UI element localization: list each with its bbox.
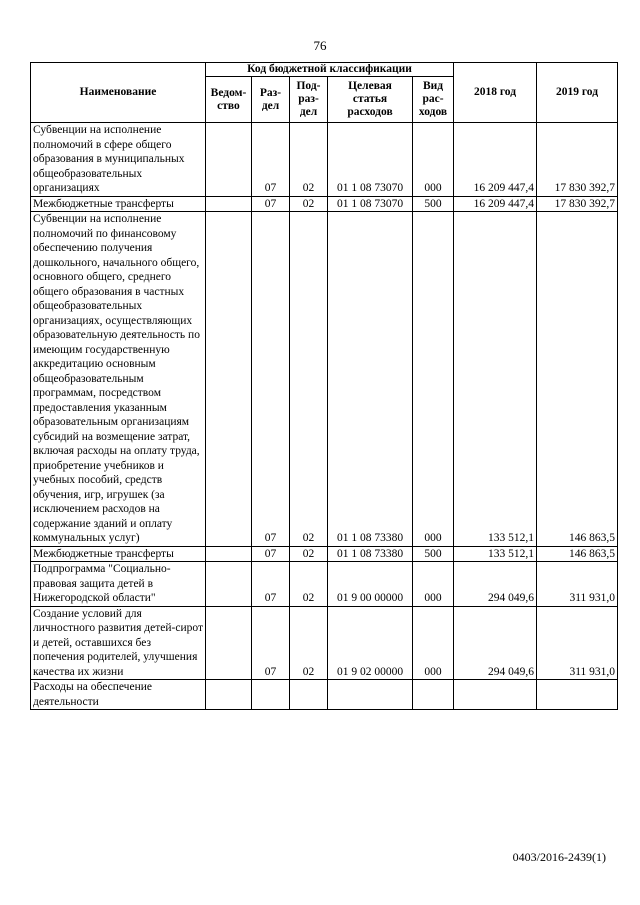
cell-name: Субвенции на исполнение полномочий в сфере общего образования в муниципальных общеобразовательных организациях xyxy=(31,123,206,197)
header-csr: Целевая статья расходов xyxy=(328,77,413,123)
cell-podrazdel xyxy=(290,680,328,710)
header-razdel: Раз-дел xyxy=(252,77,290,123)
cell-ved xyxy=(206,212,252,547)
cell-vr: 500 xyxy=(413,546,454,562)
cell-vr xyxy=(413,680,454,710)
cell-y2018: 294 049,6 xyxy=(454,606,537,680)
cell-csr: 01 9 00 00000 xyxy=(328,562,413,607)
cell-y2018: 294 049,6 xyxy=(454,562,537,607)
cell-ved xyxy=(206,123,252,197)
cell-y2019: 146 863,5 xyxy=(537,546,618,562)
cell-name: Межбюджетные трансферты xyxy=(31,196,206,212)
cell-y2019: 311 931,0 xyxy=(537,606,618,680)
cell-y2018: 16 209 447,4 xyxy=(454,123,537,197)
cell-vr: 000 xyxy=(413,212,454,547)
cell-ved xyxy=(206,196,252,212)
page-number: 76 xyxy=(313,38,327,53)
cell-ved xyxy=(206,606,252,680)
cell-ved xyxy=(206,680,252,710)
header-row-top xyxy=(31,63,618,77)
header-name: Наименование xyxy=(31,63,206,123)
cell-y2019: 146 863,5 xyxy=(537,212,618,547)
table-row xyxy=(31,212,618,547)
cell-vr: 500 xyxy=(413,196,454,212)
cell-podrazdel: 02 xyxy=(290,546,328,562)
cell-razdel: 07 xyxy=(252,606,290,680)
cell-razdel xyxy=(252,680,290,710)
header-2018: 2018 год xyxy=(454,63,537,123)
table-row xyxy=(31,123,618,197)
cell-razdel: 07 xyxy=(252,212,290,547)
cell-vr: 000 xyxy=(413,606,454,680)
cell-csr: 01 1 08 73380 xyxy=(328,546,413,562)
cell-csr: 01 1 08 73070 xyxy=(328,123,413,197)
table-row xyxy=(31,562,618,607)
cell-name: Межбюджетные трансферты xyxy=(31,546,206,562)
header-budget-code: Код бюджетной классификации xyxy=(206,63,454,77)
cell-y2018: 133 512,1 xyxy=(454,546,537,562)
table-row xyxy=(31,680,618,710)
cell-razdel: 07 xyxy=(252,123,290,197)
cell-razdel: 07 xyxy=(252,562,290,607)
cell-razdel: 07 xyxy=(252,196,290,212)
cell-podrazdel: 02 xyxy=(290,606,328,680)
table-body xyxy=(31,123,618,710)
cell-y2018: 133 512,1 xyxy=(454,212,537,547)
cell-podrazdel: 02 xyxy=(290,123,328,197)
cell-name: Подпрограмма "Социально-правовая защита детей в Нижегородской области" xyxy=(31,562,206,607)
cell-csr: 01 9 02 00000 xyxy=(328,606,413,680)
cell-vr: 000 xyxy=(413,562,454,607)
cell-y2019: 17 830 392,7 xyxy=(537,123,618,197)
cell-y2018: 16 209 447,4 xyxy=(454,196,537,212)
table-row xyxy=(31,196,618,212)
cell-name: Создание условий для личностного развития детей-сирот и детей, оставшихся без попечения родителей, улучшения качества их жизни xyxy=(31,606,206,680)
cell-y2019: 17 830 392,7 xyxy=(537,196,618,212)
cell-csr: 01 1 08 73380 xyxy=(328,212,413,547)
budget-table xyxy=(30,62,618,710)
table-row xyxy=(31,606,618,680)
cell-podrazdel: 02 xyxy=(290,562,328,607)
cell-podrazdel: 02 xyxy=(290,196,328,212)
table-row xyxy=(31,546,618,562)
cell-csr xyxy=(328,680,413,710)
cell-y2018 xyxy=(454,680,537,710)
cell-razdel: 07 xyxy=(252,546,290,562)
cell-podrazdel: 02 xyxy=(290,212,328,547)
cell-name: Субвенции на исполнение полномочий по финансовому обеспечению получения дошкольного, начального общего, основного общего, среднего общего образования в частных общеобразовательных организациях, осуществляющих образовательную деятельность по имеющим государственную аккредитацию основным общеобразовательным программам, посредством предоставления указанным образовательным организациям субсидий на возмещение затрат, включая расходы на оплату труда, приобретение учебников и учебных пособий, средств обучения, игр, игрушек (за исключением расходов на содержание зданий и оплату коммунальных услуг) xyxy=(31,212,206,547)
cell-ved xyxy=(206,546,252,562)
cell-y2019 xyxy=(537,680,618,710)
cell-ved xyxy=(206,562,252,607)
document-code: 0403/2016-2439(1) xyxy=(512,850,606,864)
header-ved: Ведом-ство xyxy=(206,77,252,123)
cell-vr: 000 xyxy=(413,123,454,197)
header-podrazdel: Под-раз-дел xyxy=(290,77,328,123)
cell-y2019: 311 931,0 xyxy=(537,562,618,607)
header-vr: Вид рас-ходов xyxy=(413,77,454,123)
header-2019: 2019 год xyxy=(537,63,618,123)
cell-csr: 01 1 08 73070 xyxy=(328,196,413,212)
cell-name: Расходы на обеспечение деятельности xyxy=(31,680,206,710)
